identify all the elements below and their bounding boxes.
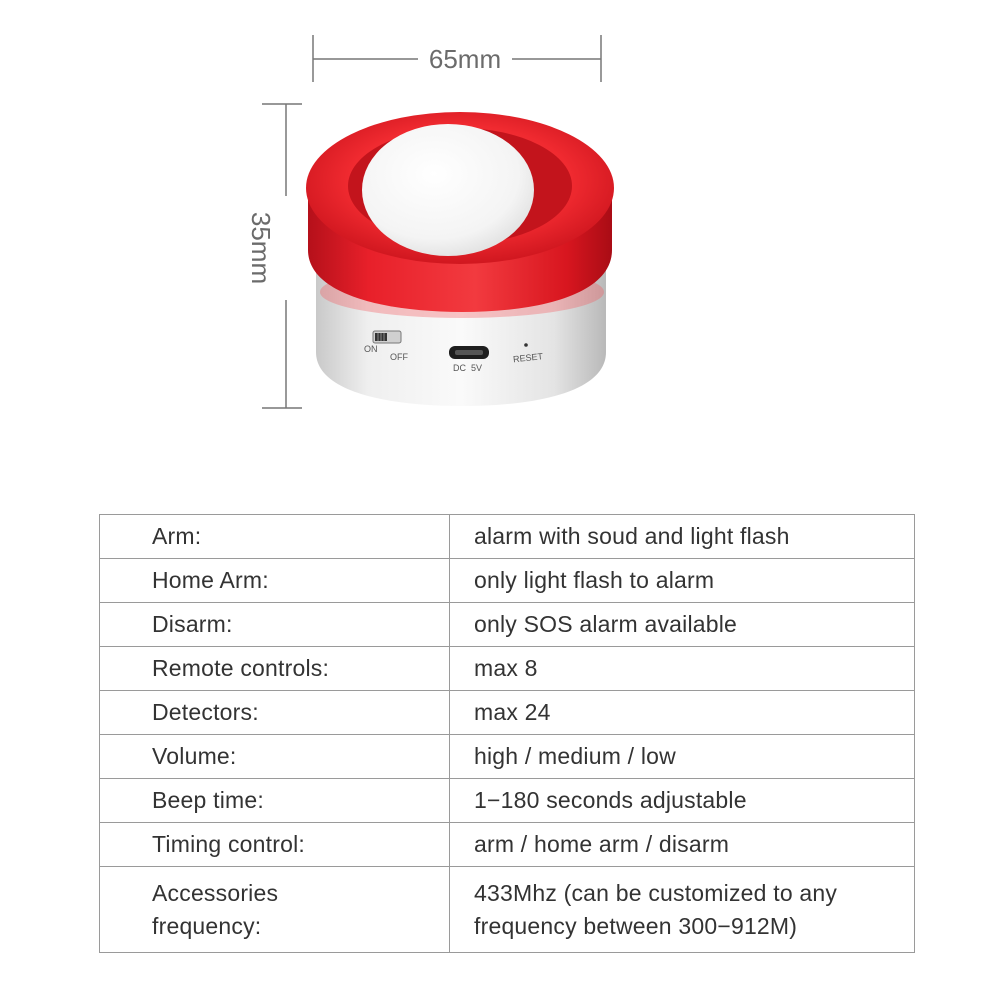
width-dimension [313,35,601,82]
height-dimension [246,104,302,408]
height-label: 35mm [246,211,276,285]
spec-label: Remote controls: [100,647,450,691]
spec-value: max 8 [450,647,915,691]
spec-label [100,867,450,953]
spec-label-line: frequency: [152,912,262,939]
spec-value: arm / home arm / disarm [450,823,915,867]
reset-hole-icon[interactable] [524,343,528,347]
reset-label: RESET [512,351,544,365]
spec-value-line: 433Mhz (can be customized to any [474,879,838,906]
spec-table [99,514,915,953]
spec-label: Beep time: [100,779,450,823]
spec-label: Detectors: [100,691,450,735]
spec-row-beep-time [100,779,915,823]
spec-value [450,867,915,953]
spec-value: 1−180 seconds adjustable [450,779,915,823]
power-label: DC 5V [453,363,483,373]
usb-port-icon[interactable] [449,346,489,359]
spec-value: high / medium / low [450,735,915,779]
spec-row-volume [100,735,915,779]
spec-row-arm [100,515,915,559]
spec-label: Home Arm: [100,559,450,603]
spec-row-timing-control [100,823,915,867]
spec-row-accessories-frequency [100,867,915,953]
spec-row-disarm [100,603,915,647]
spec-value: only SOS alarm available [450,603,915,647]
spec-value: alarm with soud and light flash [450,515,915,559]
spec-label: Disarm: [100,603,450,647]
siren-device [306,112,614,406]
spec-row-detectors [100,691,915,735]
spec-row-home-arm [100,559,915,603]
spec-value: only light flash to alarm [450,559,915,603]
switch-on-label: ON [364,344,378,354]
spec-label: Volume: [100,735,450,779]
spec-label-line: Accessories [152,879,279,906]
switch-off-label: OFF [390,352,408,362]
product-figure [0,0,1001,470]
width-label: 65mm [428,44,502,74]
spec-row-remote-controls [100,647,915,691]
speaker-dome [362,124,534,256]
spec-value: max 24 [450,691,915,735]
slide-switch-icon[interactable] [373,331,401,343]
spec-label: Arm: [100,515,450,559]
spec-value-line: frequency between 300−912M) [474,912,798,939]
spec-label: Timing control: [100,823,450,867]
